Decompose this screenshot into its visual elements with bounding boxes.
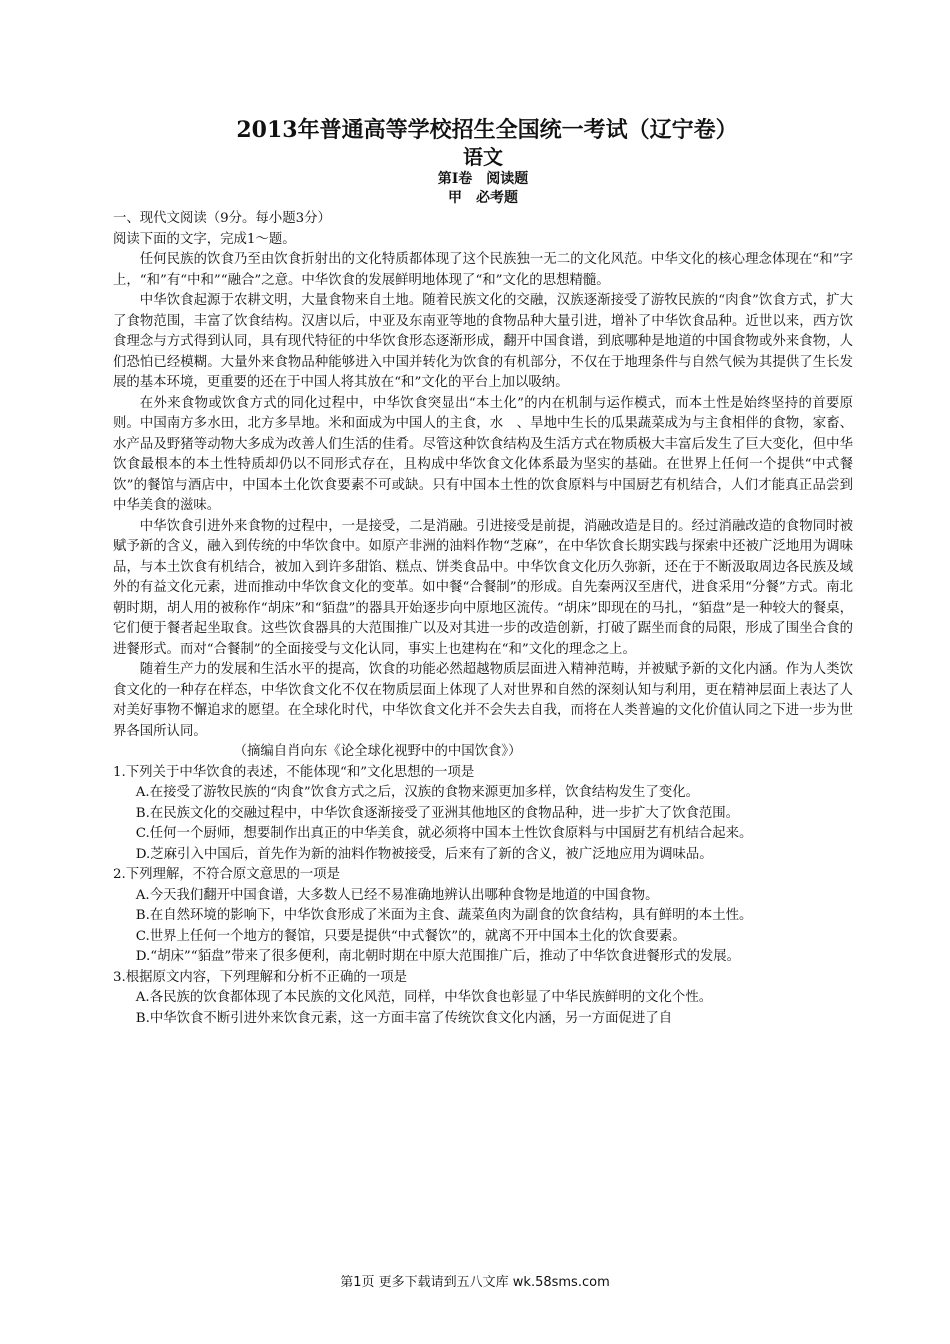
question-option: A.在接受了游牧民族的“肉食”饮食方式之后，汉族的食物来源更加多样，饮食结构发生了变化。	[135, 785, 700, 800]
subject-title: 语文	[463, 145, 503, 169]
page-title: 2013年普通高等学校招生全国统一考试（辽宁卷）	[236, 117, 738, 143]
section-heading: 甲 必考题	[448, 190, 518, 206]
question-option: C.任何一个厨师，想要制作出真正的中华美食，就必须将中国本土性饮食原料与中国厨艺有机结合起来。	[135, 826, 753, 841]
question-option: B.在民族文化的交融过程中，中华饮食逐渐接受了亚洲其他地区的食物品种，进一步扩大了饮食范围。	[135, 805, 740, 821]
passage-paragraph: 在外来食物或饮食方式的同化过程中，中华饮食突显出“本土化”的内在机制与运作模式，而本土性是始终坚持的首要原则。中国南方多水田，北方多旱地。米和面成为中国人的主食，水 、旱地中生长的瓜果蔬菜成为与主食相伴的食物，家畜、水产品及野猪等动物大多成为改善人们生活的佳肴。尽管这种饮食结构及生活方式在物质极大丰富后发生了巨大变化，但中华饮食最根本的本土性特质却仍以不同形式存在，且构成中华饮食文化体系最为坚实的基础。在世界上任何一个提供“中式餐饮”的餐馆与酒店中，中国本土化饮食要素不可或缺。只有中国本土性的饮食原料与中国厨艺有机结合，人们才能真正品尝到中华美食的滋味。	[113, 395, 853, 513]
volume-heading: 第Ⅰ卷 阅读题	[437, 171, 529, 187]
question-stem: 3.根据原文内容，下列理解和分析不正确的一项是	[113, 969, 407, 985]
passage-paragraph: 中华饮食起源于农耕文明，大量食物来自土地。随着民族文化的交融，汉族逐渐接受了游牧民族的“肉食”饮食方式，扩大了食物范围，丰富了饮食结构。汉唐以后，中亚及东南亚等地的食物品种大量引进，增补了中华饮食品种。近世以来，西方饮食理念与方式得到认同，具有现代特征的中华饮食形态逐渐形成，翻开中国食谱，到底哪种是地道的中国食物或外来食物，人们恐怕已经模糊。大量外来食物品种能够进入中国并转化为饮食的有机部分，不仅在于地理条件与自然气候为其提供了生长发展的基本环境，更重要的还在于中国人将其放在“和”文化的平台上加以吸纳。	[113, 293, 853, 390]
question-stem: 1.下列关于中华饮食的表述，不能体现“和”文化思想的一项是	[113, 764, 475, 780]
question-option: D.“胡床”“貊盘”带来了很多便利，南北朝时期在中原大范围推广后，推动了中华饮食进餐形式的发展。	[135, 949, 741, 964]
passage-paragraph: 中华饮食引进外来食物的过程中，一是接受，二是消融。引进接受是前提，消融改造是目的。经过消融改造的食物同时被赋予新的含义，融入到传统的中华饮食中。如原产非洲的油料作物“芝麻”，在中华饮食长期实践与探索中还被广泛地用为调味品，与本土饮食有机结合，被加入到许多甜馅、糕点、饼类食品中。中华饮食文化历久弥新，还在于不断汲取周边各民族及域外的有益文化元素，进而推动中华饮食文化的变革。如中餐“合餐制”的形成。自先秦两汉至唐代，进食采用“分餐”方式。南北朝时期，胡人用的被称作“胡床”和“貊盘”的器具开始逐步向中原地区流传。“胡床”即现在的马扎，“貊盘”是一种较大的餐桌，它们便于餐者起坐取食。这些饮食器具的大范围推广以及对其进一步的改造创新，打破了踞坐而食的局限，形成了围坐合食的进餐形式。而对“合餐制”的全面接受与文化认同，事实上也建构在“和”文化的理念之上。	[113, 518, 853, 657]
passage-paragraph: 随着生产力的发展和生活水平的提高，饮食的功能必然超越物质层面进入精神范畴，并被赋予新的文化内涵。作为人类饮食文化的一种存在样态，中华饮食文化不仅在物质层面上体现了人对世界和自然的深刻认知与利用，更在精神层面上表达了人对美好事物不懈追求的愿望。在全球化时代，中华饮食文化并不会失去自我，而将在人类普遍的文化价值认同之下进一步为世界各国所认同。	[113, 662, 853, 739]
passage-source: （摘编自肖向东《论全球化视野中的中国饮食》）	[233, 744, 522, 759]
question-option: B.在自然环境的影响下，中华饮食形成了米面为主食、蔬菜鱼肉为副食的饮食结构，具有鲜明的本土性。	[135, 908, 753, 923]
question-option: A.今天我们翻开中国食谱，大多数人已经不易准确地辨认出哪种食物是地道的中国食物。	[135, 887, 659, 903]
question-option: D.芝麻引入中国后，首先作为新的油料作物被接受，后来有了新的含义，被广泛地应用为调味品。	[135, 846, 713, 862]
reading-instruction: 阅读下面的文字，完成1～题。	[113, 231, 296, 247]
question-stem: 2.下列理解，不符合原文意思的一项是	[113, 867, 341, 882]
page-footer: 第1页 更多下载请到五八文库 wk.58sms.com	[340, 1275, 610, 1290]
page-content	[113, 116, 853, 1029]
question-option: C.世界上任何一个地方的餐馆，只要是提供“中式餐饮”的，就离不开中国本土化的饮食要素。	[135, 928, 686, 944]
question-option: B.中华饮食不断引进外来饮食元素，这一方面丰富了传统饮食文化内涵，另一方面促进了自	[135, 1010, 673, 1026]
part-heading: 一、现代文阅读（9分。每小题3分）	[113, 211, 331, 226]
passage-paragraph: 任何民族的饮食乃至由饮食折射出的文化特质都体现了这个民族独一无二的文化风范。中华文化的核心理念体现在“和”字上，“和”有“中和”“融合”之意。中华饮食的发展鲜明地体现了“和”文化的思想精髓。	[113, 252, 853, 288]
question-option: A.各民族的饮食都体现了本民族的文化风范，同样，中华饮食也彰显了中华民族鲜明的文化个性。	[135, 990, 713, 1005]
